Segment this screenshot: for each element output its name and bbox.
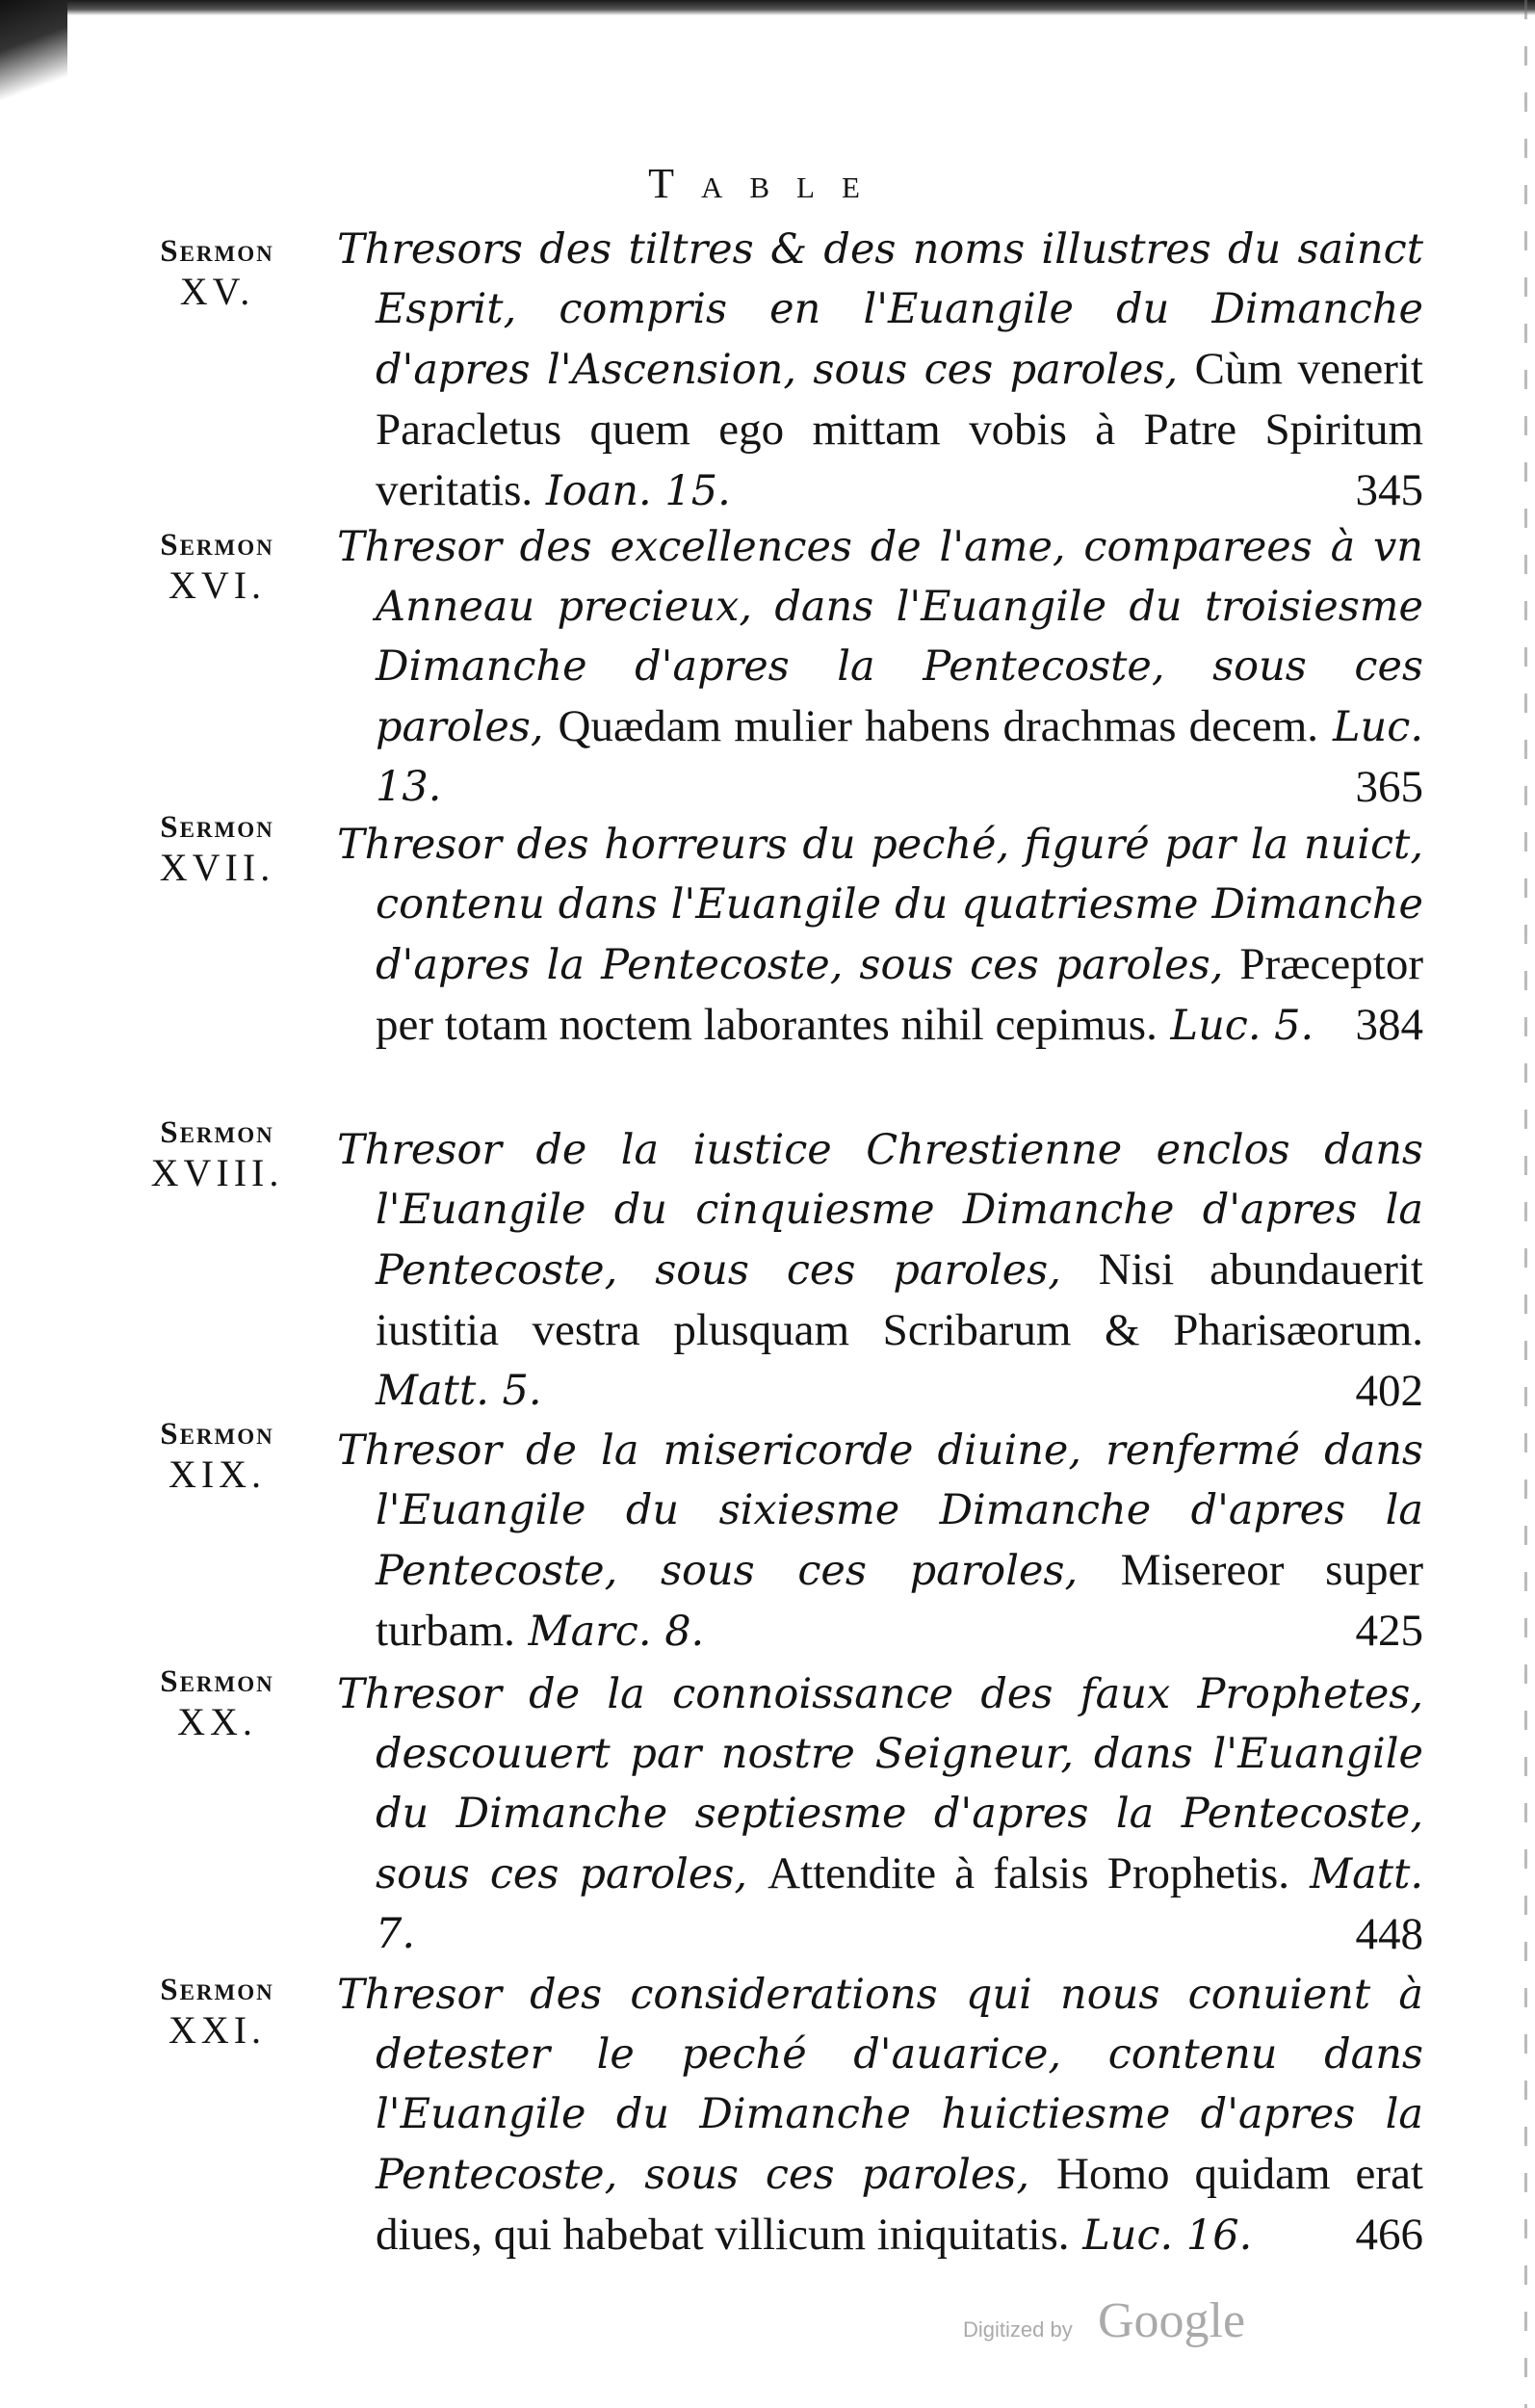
- entry-label: [114, 1112, 321, 1193]
- sermon-numeral: XX.: [177, 1700, 257, 1743]
- entry-latin-quote: Misereor super turbam.: [376, 1545, 1423, 1656]
- entry-description: Thresor de la connoissance des faux Prophetes, descouuert par nostre Seigneur, dans l'Euangile du Dimanche septiesme d'apres la Pentecoste, sous ces paroles,: [337, 1670, 1423, 1898]
- google-logo: Google: [1098, 2293, 1246, 2348]
- entry-label: [114, 1970, 321, 2051]
- scan-edge-top: [0, 0, 1535, 15]
- sermon-word: Sermon: [160, 1973, 274, 2007]
- sermon-numeral: XVII.: [159, 846, 275, 889]
- entry-page-number: 345: [1355, 465, 1423, 515]
- entry-text: [337, 1120, 1423, 1421]
- entry-text: [337, 517, 1423, 817]
- entry-reference: Luc. 13.: [376, 703, 1423, 811]
- entry-reference: Matt. 7.: [376, 1850, 1424, 1958]
- entry-page-number: 466: [1355, 2210, 1423, 2260]
- entry-text: [337, 220, 1423, 521]
- sermon-word: Sermon: [160, 1115, 274, 1150]
- digitized-watermark: [963, 2292, 1290, 2350]
- page-title: Table: [648, 160, 887, 207]
- entry-latin-quote: Quædam mulier habens drachmas decem.: [558, 701, 1319, 751]
- entry-text: [337, 1664, 1423, 1964]
- entry-latin-quote: Nisi abundauerit iustitia vestra plusquam Scribarum & Pharisæorum.: [376, 1244, 1423, 1355]
- entry-label: [114, 231, 321, 312]
- sermon-numeral: XVIII.: [150, 1151, 284, 1194]
- entry-description: Thresor de la iustice Chrestienne enclos dans l'Euangile du cinquiesme Dimanche d'apres la Pentecoste, sous ces paroles,: [337, 1126, 1423, 1295]
- entry-page-number: 365: [1355, 762, 1423, 812]
- entry-text: [337, 1421, 1423, 1662]
- sermon-word: Sermon: [160, 234, 274, 269]
- sermon-numeral: XV.: [179, 270, 255, 313]
- digitized-text: Digitized by: [963, 2317, 1073, 2342]
- entry-reference: Luc. 16.: [1069, 2212, 1253, 2260]
- entry-latin-quote: Homo quidam erat diues, qui habebat villicum iniquitatis.: [376, 2149, 1423, 2260]
- entry-reference: Marc. 8.: [514, 1608, 705, 1656]
- entry-label: [114, 1662, 321, 1742]
- entry-page-number: 448: [1355, 1909, 1423, 1959]
- entry-reference: Ioan. 15.: [533, 467, 731, 515]
- sermon-word: Sermon: [160, 1417, 274, 1452]
- scan-edge-right: [1524, 0, 1527, 2408]
- entry-page-number: 384: [1355, 1000, 1423, 1050]
- entry-label: [114, 1414, 321, 1495]
- entry-label: [114, 807, 321, 888]
- entry-latin-quote: Cùm venerit Paracletus quem ego mittam vobis à Patre Spiritum veritatis.: [376, 344, 1423, 515]
- sermon-word: Sermon: [160, 528, 274, 563]
- entry-label: [114, 525, 321, 606]
- entry-description: Thresor des considerations qui nous conuient à detester le peché d'auarice, contenu dans l'Euangile du Dimanche huictiesme d'apres la Pentecoste, sous ces paroles,: [337, 1971, 1423, 2199]
- entry-description: Thresor de la misericorde diuine, renfermé dans l'Euangile du sixiesme Dimanche d'apres la Pentecoste, sous ces paroles,: [337, 1426, 1423, 1595]
- entry-reference: Matt. 5.: [376, 1367, 542, 1415]
- sermon-numeral: XXI.: [168, 2008, 267, 2052]
- sermon-numeral: XVI.: [168, 563, 267, 607]
- entry-text: [337, 1965, 1423, 2265]
- entry-description: Thresor des horreurs du peché, figuré par la nuict, contenu dans l'Euangile du quatriesme Dimanche d'apres la Pentecoste, sous ces paroles,: [337, 821, 1423, 989]
- entry-page-number: 425: [1355, 1606, 1423, 1656]
- sermon-word: Sermon: [160, 810, 274, 845]
- entry-page-number: 402: [1355, 1366, 1423, 1416]
- entry-reference: Luc. 5.: [1157, 1002, 1314, 1050]
- entry-text: [337, 815, 1423, 1056]
- sermon-numeral: XIX.: [168, 1453, 267, 1496]
- entry-description: Thresors des tiltres & des noms illustres du sainct Esprit, compris en l'Euangile du Dimanche d'apres l'Ascension, sous ces paroles,: [337, 225, 1423, 394]
- entry-latin-quote: Attendite à falsis Prophetis.: [768, 1848, 1290, 1898]
- entry-latin-quote: Præceptor per totam noctem laborantes nihil cepimus.: [376, 939, 1423, 1050]
- sermon-word: Sermon: [160, 1664, 274, 1699]
- scan-edge-corner: [0, 0, 67, 144]
- entry-description: Thresor des excellences de l'ame, comparees à vn Anneau precieux, dans l'Euangile du troisiesme Dimanche d'apres la Pentecoste, sous ces paroles,: [337, 523, 1423, 751]
